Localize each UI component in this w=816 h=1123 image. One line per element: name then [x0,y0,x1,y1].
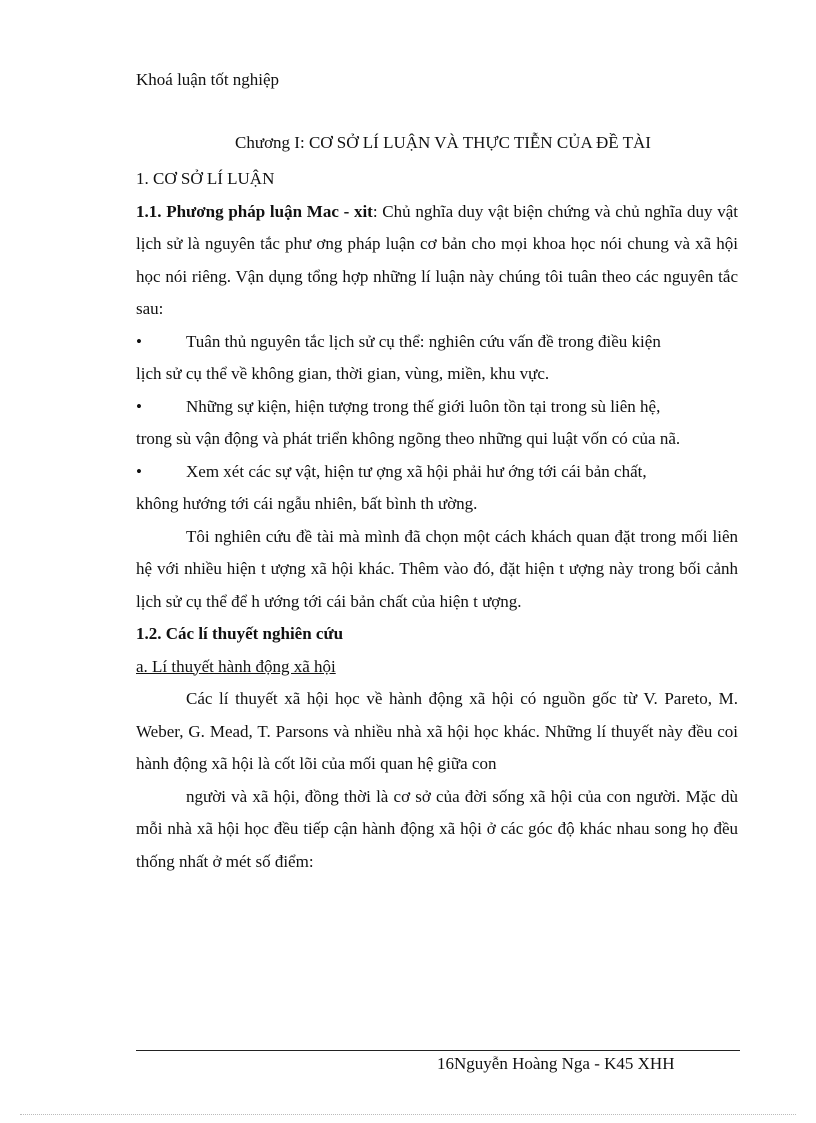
bullet-text-continued: lịch sử cụ thể về không gian, thời gian, vùng, miền, khu vực. [136,364,550,383]
paragraph-text: : Chủ nghĩa duy vật biện chứng và chủ nghĩa duy vật lịch sử là nguyên tắc phư ơng pháp luận cơ bản cho mọi khoa học nói chung và xã hội học nói riêng. Vận dụng tổng hợp những lí luận này chúng tôi tuân theo các nguyên tắc sau: [136,201,738,318]
bullet-item [136,456,738,489]
bullet-icon: • [136,461,142,481]
bullet-text: Xem xét các sự vật, hiện tư ợng xã hội phải hư ớng tới cái bản chất, [186,461,647,481]
page-footer [437,1054,675,1074]
footer-divider [136,1050,740,1051]
subsection-heading-text: 1.2. Các lí thuyết nghiên cứu [136,624,344,643]
bullet-text-continued: không hướng tới cái ngẫu nhiên, bất bình th ường. [136,494,478,513]
bullet-item [136,326,738,359]
paragraph-theory-continued: người và xã hội, đồng thời là cơ sở của đời sống xã hội của con người. Mặc dù mỗi nhà xã hội học đều tiếp cận hành động xã hội ở các góc độ khác nhau song họ đều thống nhất ở mét số điểm: [136,786,738,871]
bullet-icon: • [136,331,142,351]
sub-heading-text: a. Lí thuyết hành động xã hội [136,656,336,676]
section-heading: 1. CƠ SỞ LÍ LUẬN [136,169,275,188]
paragraph-methodology [136,196,738,326]
bullet-item [136,391,738,424]
running-header: Khoá luận tốt nghiệp [136,70,280,89]
footer-author: Nguyễn Hoàng Nga - K45 XHH [454,1054,675,1073]
body-text [136,163,738,878]
subsection-heading [136,618,738,651]
sub-heading [136,651,738,684]
bullet-text-continued: trong sù vận động và phát triển không ngõng theo những qui luật vốn có của nã. [136,429,681,448]
bullet-text: Tuân thủ nguyên tắc lịch sử cụ thể: nghiên cứu vấn đề trong điều kiện [186,331,661,351]
paragraph-approach: Tôi nghiên cứu đề tài mà mình đã chọn một cách khách quan đặt trong mối liên hệ với nhiều hiện t ượng xã hội khác. Thêm vào đó, đặt hiện t ượng này trong bối cảnh lịch sử cụ thể để h ướng tới cái bản chất của hiện t ượng. [136,526,738,611]
bullet-text: Những sự kiện, hiện tượng trong thế giới luôn tồn tại trong sù liên hệ, [186,396,661,416]
chapter-title: Chương I: CƠ SỞ LÍ LUẬN VÀ THỰC TIỄN CỦA ĐỀ TÀI [235,133,651,152]
paragraph-theory: Các lí thuyết xã hội học về hành động xã hội có nguồn gốc từ V. Pareto, M. Weber, G. Mead, T. Parsons và nhiều nhà xã hội học khác. Những lí thuyết này đều coi hành động xã hội là cốt lõi của mối quan hệ giữa con [136,689,738,773]
bullet-icon: • [136,396,142,416]
subsection-heading: 1.1. Phương pháp luận Mac - xit [136,201,373,221]
page-number: 16 [437,1054,454,1073]
page-edge-divider [20,1114,796,1115]
